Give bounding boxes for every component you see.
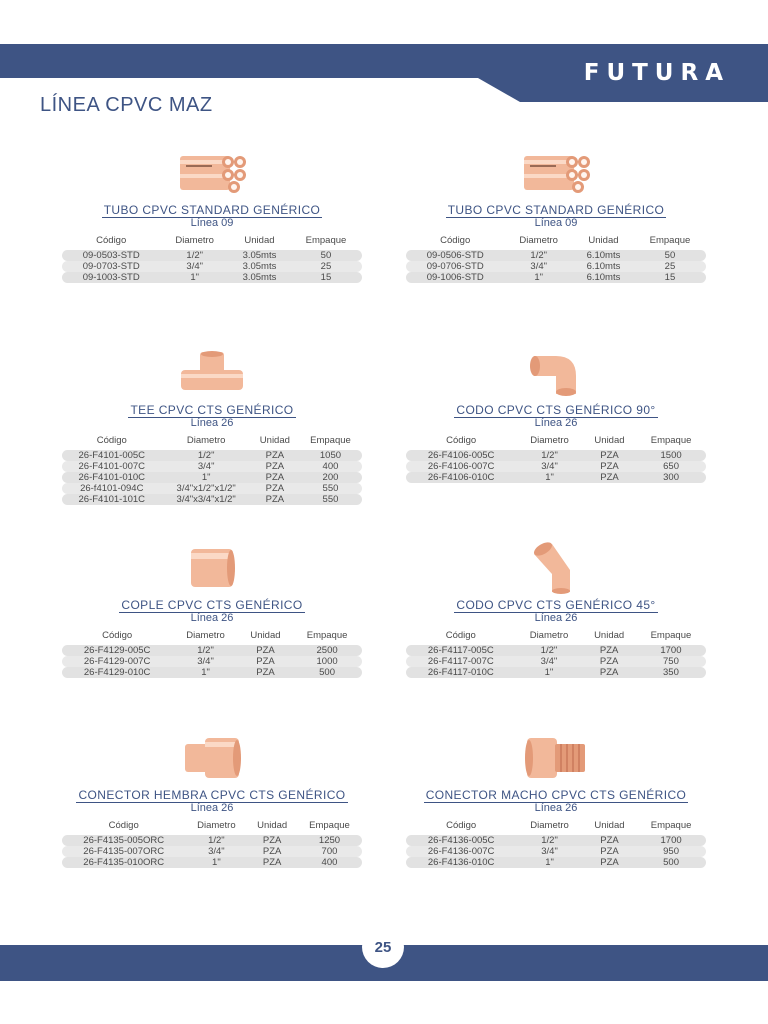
header-diameter: Diametro bbox=[197, 820, 236, 831]
cell-unit: 6.10mts bbox=[573, 272, 634, 283]
cell-pack: 350 bbox=[636, 667, 706, 678]
product-card bbox=[62, 540, 362, 678]
tee-fitting-icon bbox=[62, 345, 362, 401]
product-name: CODO CPVC CTS GENÉRICO 45° bbox=[456, 598, 656, 612]
table-row bbox=[406, 250, 706, 261]
cell-unit: PZA bbox=[239, 656, 292, 667]
table-row bbox=[406, 645, 706, 656]
table-row bbox=[62, 656, 362, 667]
cell-unit: PZA bbox=[239, 667, 292, 678]
header-code: Código bbox=[108, 820, 139, 831]
cell-pack: 1250 bbox=[297, 835, 362, 846]
cell-code: 26-F4129-010C bbox=[62, 667, 172, 678]
table-row bbox=[62, 846, 362, 857]
cell-pack: 15 bbox=[634, 272, 706, 283]
cell-pack: 700 bbox=[297, 846, 362, 857]
header-unit: Unidad bbox=[594, 820, 625, 831]
cell-code: 26-F4135-007ORC bbox=[62, 846, 185, 857]
cell-unit: PZA bbox=[251, 450, 299, 461]
cell-pack: 1700 bbox=[636, 645, 706, 656]
cell-code: 09-0503-STD bbox=[62, 250, 160, 261]
table-row bbox=[406, 261, 706, 272]
cell-pack: 2500 bbox=[292, 645, 362, 656]
cell-code: 09-0703-STD bbox=[62, 261, 160, 272]
product-name: CODO CPVC CTS GENÉRICO 90° bbox=[456, 403, 656, 417]
cell-pack: 300 bbox=[636, 472, 706, 483]
cell-unit: PZA bbox=[583, 846, 636, 857]
table-row bbox=[62, 272, 362, 283]
cell-unit: PZA bbox=[583, 472, 636, 483]
cell-diameter: 3/4" bbox=[516, 461, 583, 472]
cell-diameter: 3/4" bbox=[504, 261, 573, 272]
cell-code: 26-F4136-010C bbox=[406, 857, 516, 868]
table-row bbox=[62, 483, 362, 494]
spec-table bbox=[62, 629, 362, 678]
table-row bbox=[406, 472, 706, 483]
cell-pack: 500 bbox=[636, 857, 706, 868]
product-line: Línea 09 bbox=[534, 217, 578, 229]
cell-code: 09-0706-STD bbox=[406, 261, 504, 272]
cell-pack: 400 bbox=[297, 857, 362, 868]
spec-table bbox=[62, 234, 362, 283]
cell-unit: PZA bbox=[251, 483, 299, 494]
spec-table bbox=[406, 819, 706, 868]
cell-pack: 1050 bbox=[299, 450, 362, 461]
coupling-icon bbox=[62, 540, 362, 596]
cell-pack: 950 bbox=[636, 846, 706, 857]
header-pack: Empaque bbox=[650, 435, 692, 446]
table-row bbox=[62, 494, 362, 505]
cell-unit: 6.10mts bbox=[573, 250, 634, 261]
table-row bbox=[62, 450, 362, 461]
header-pack: Empaque bbox=[306, 630, 348, 641]
cell-code: 26-F4106-005C bbox=[406, 450, 516, 461]
cell-diameter: 1/2" bbox=[504, 250, 573, 261]
table-row bbox=[406, 656, 706, 667]
product-card bbox=[62, 145, 362, 283]
table-row bbox=[406, 667, 706, 678]
table-row bbox=[62, 461, 362, 472]
cell-pack: 50 bbox=[290, 250, 362, 261]
cell-code: 26-F4135-005ORC bbox=[62, 835, 185, 846]
cell-code: 26-F4101-005C bbox=[62, 450, 162, 461]
cell-diameter: 3/4" bbox=[162, 461, 251, 472]
header-diameter: Diametro bbox=[530, 820, 569, 831]
header-unit: Unidad bbox=[594, 435, 625, 446]
header-unit: Unidad bbox=[588, 235, 619, 246]
header-unit: Unidad bbox=[257, 820, 288, 831]
cell-diameter: 1" bbox=[185, 857, 247, 868]
product-line: Línea 26 bbox=[190, 802, 234, 814]
table-row bbox=[406, 846, 706, 857]
header-diameter: Diametro bbox=[519, 235, 558, 246]
header-pack: Empaque bbox=[650, 630, 692, 641]
spec-table bbox=[62, 434, 362, 505]
table-header-row bbox=[406, 234, 706, 250]
product-line: Línea 09 bbox=[190, 217, 234, 229]
cell-diameter: 1" bbox=[516, 472, 583, 483]
female-connector-icon bbox=[62, 730, 362, 786]
page-number: 25 bbox=[362, 926, 404, 968]
cell-code: 26-F4106-007C bbox=[406, 461, 516, 472]
header-diameter: Diametro bbox=[186, 630, 225, 641]
cell-unit: PZA bbox=[251, 494, 299, 505]
table-row bbox=[62, 835, 362, 846]
cell-pack: 15 bbox=[290, 272, 362, 283]
product-line: Línea 26 bbox=[190, 417, 234, 429]
product-card bbox=[406, 345, 706, 483]
header-unit: Unidad bbox=[594, 630, 625, 641]
cell-diameter: 3/4" bbox=[160, 261, 229, 272]
spec-table bbox=[406, 434, 706, 483]
product-name: CONECTOR MACHO CPVC CTS GENÉRICO bbox=[425, 788, 687, 802]
cell-code: 26-F4101-101C bbox=[62, 494, 162, 505]
header-code: Código bbox=[445, 630, 476, 641]
cell-diameter: 1" bbox=[504, 272, 573, 283]
header-unit: Unidad bbox=[244, 235, 275, 246]
table-header-row bbox=[62, 819, 362, 835]
spec-table bbox=[406, 234, 706, 283]
cell-diameter: 1" bbox=[162, 472, 251, 483]
cell-code: 26-F4117-005C bbox=[406, 645, 516, 656]
header-code: Código bbox=[96, 235, 127, 246]
cell-diameter: 1/2" bbox=[162, 450, 251, 461]
cell-diameter: 1/2" bbox=[172, 645, 239, 656]
cell-diameter: 3/4" bbox=[172, 656, 239, 667]
table-header-row bbox=[62, 629, 362, 645]
header-pack: Empaque bbox=[650, 820, 692, 831]
table-header-row bbox=[406, 434, 706, 450]
pipe-bundle-icon bbox=[406, 145, 706, 201]
cell-code: 26-F4129-007C bbox=[62, 656, 172, 667]
product-name: TEE CPVC CTS GENÉRICO bbox=[130, 403, 294, 417]
product-card bbox=[406, 730, 706, 868]
cell-unit: PZA bbox=[582, 667, 636, 678]
product-name: COPLE CPVC CTS GENÉRICO bbox=[121, 598, 303, 612]
cell-diameter: 1/2" bbox=[516, 835, 583, 846]
header-code: Código bbox=[446, 820, 477, 831]
table-row bbox=[62, 667, 362, 678]
table-row bbox=[62, 645, 362, 656]
table-row bbox=[406, 272, 706, 283]
header-pack: Empaque bbox=[649, 235, 691, 246]
cell-diameter: 3/4" bbox=[516, 846, 583, 857]
cell-diameter: 1/2" bbox=[160, 250, 229, 261]
table-header-row bbox=[406, 819, 706, 835]
cell-code: 26-F4136-007C bbox=[406, 846, 516, 857]
cell-pack: 500 bbox=[292, 667, 362, 678]
header-pack: Empaque bbox=[309, 820, 350, 831]
product-line: Línea 26 bbox=[534, 417, 578, 429]
cell-diameter: 1/2" bbox=[185, 835, 247, 846]
cell-code: 26-F4136-005C bbox=[406, 835, 516, 846]
cell-unit: 3.05mts bbox=[229, 261, 290, 272]
cell-unit: PZA bbox=[582, 656, 636, 667]
cell-code: 26-F4135-010ORC bbox=[62, 857, 185, 868]
cell-pack: 550 bbox=[299, 494, 362, 505]
cell-code: 09-1003-STD bbox=[62, 272, 160, 283]
table-row bbox=[62, 857, 362, 868]
pipe-bundle-icon bbox=[62, 145, 362, 201]
cell-unit: PZA bbox=[582, 645, 636, 656]
cell-code: 26-F4101-010C bbox=[62, 472, 162, 483]
table-row bbox=[62, 472, 362, 483]
header-unit: Unidad bbox=[259, 435, 290, 446]
cell-diameter: 1" bbox=[516, 857, 583, 868]
cell-pack: 200 bbox=[299, 472, 362, 483]
header-unit: Unidad bbox=[250, 630, 281, 641]
product-name: CONECTOR HEMBRA CPVC CTS GENÉRICO bbox=[78, 788, 346, 802]
header-pack: Empaque bbox=[310, 435, 351, 446]
cell-pack: 25 bbox=[290, 261, 362, 272]
cell-unit: PZA bbox=[583, 857, 636, 868]
page-title: LÍNEA CPVC MAZ bbox=[40, 94, 213, 116]
cell-unit: PZA bbox=[247, 857, 297, 868]
cell-code: 26-f4101-094C bbox=[62, 483, 162, 494]
cell-unit: PZA bbox=[239, 645, 292, 656]
cell-diameter: 1" bbox=[516, 667, 583, 678]
cell-diameter: 3/4" bbox=[516, 656, 583, 667]
product-line: Línea 26 bbox=[190, 612, 234, 624]
cell-diameter: 3/4"x3/4"x1/2" bbox=[162, 494, 251, 505]
cell-diameter: 3/4" bbox=[185, 846, 247, 857]
cell-code: 09-0506-STD bbox=[406, 250, 504, 261]
cell-code: 26-F4117-010C bbox=[406, 667, 516, 678]
cell-diameter: 1" bbox=[172, 667, 239, 678]
product-line: Línea 26 bbox=[534, 802, 578, 814]
header-diameter: Diametro bbox=[529, 630, 569, 641]
product-name: TUBO CPVC STANDARD GENÉRICO bbox=[103, 203, 321, 217]
spec-table bbox=[406, 629, 706, 678]
cell-pack: 650 bbox=[636, 461, 706, 472]
elbow-45-icon bbox=[406, 540, 706, 596]
cell-code: 26-F4106-010C bbox=[406, 472, 516, 483]
header-diameter: Diametro bbox=[175, 235, 214, 246]
cell-unit: PZA bbox=[583, 450, 636, 461]
product-card bbox=[406, 145, 706, 283]
cell-pack: 1000 bbox=[292, 656, 362, 667]
cell-diameter: 3/4"x1/2"x1/2" bbox=[162, 483, 251, 494]
cell-unit: 6.10mts bbox=[573, 261, 634, 272]
table-row bbox=[406, 857, 706, 868]
cell-code: 26-F4129-005C bbox=[62, 645, 172, 656]
cell-pack: 1500 bbox=[636, 450, 706, 461]
table-row bbox=[62, 261, 362, 272]
table-row bbox=[406, 835, 706, 846]
product-name: TUBO CPVC STANDARD GENÉRICO bbox=[447, 203, 665, 217]
product-card bbox=[62, 730, 362, 868]
cell-pack: 50 bbox=[634, 250, 706, 261]
cell-code: 26-F4117-007C bbox=[406, 656, 516, 667]
product-line: Línea 26 bbox=[534, 612, 578, 624]
header-diameter: Diametro bbox=[186, 435, 226, 446]
header-code: Código bbox=[446, 435, 477, 446]
cell-diameter: 1/2" bbox=[516, 645, 583, 656]
cell-unit: PZA bbox=[251, 472, 299, 483]
table-row bbox=[406, 450, 706, 461]
cell-unit: 3.05mts bbox=[229, 250, 290, 261]
header-diameter: Diametro bbox=[530, 435, 569, 446]
table-row bbox=[62, 250, 362, 261]
cell-pack: 25 bbox=[634, 261, 706, 272]
cell-unit: PZA bbox=[247, 835, 297, 846]
product-card bbox=[406, 540, 706, 678]
cell-pack: 750 bbox=[636, 656, 706, 667]
header-code: Código bbox=[440, 235, 471, 246]
product-card bbox=[62, 345, 362, 505]
table-header-row bbox=[62, 234, 362, 250]
header-code: Código bbox=[96, 435, 127, 446]
male-connector-icon bbox=[406, 730, 706, 786]
header-code: Código bbox=[102, 630, 133, 641]
table-header-row bbox=[62, 434, 362, 450]
cell-pack: 400 bbox=[299, 461, 362, 472]
cell-unit: PZA bbox=[583, 835, 636, 846]
cell-unit: PZA bbox=[583, 461, 636, 472]
cell-diameter: 1/2" bbox=[516, 450, 583, 461]
cell-unit: PZA bbox=[251, 461, 299, 472]
cell-code: 09-1006-STD bbox=[406, 272, 504, 283]
table-row bbox=[406, 461, 706, 472]
cell-unit: 3.05mts bbox=[229, 272, 290, 283]
cell-pack: 550 bbox=[299, 483, 362, 494]
spec-table bbox=[62, 819, 362, 868]
elbow-90-icon bbox=[406, 345, 706, 401]
table-header-row bbox=[406, 629, 706, 645]
cell-code: 26-F4101-007C bbox=[62, 461, 162, 472]
cell-pack: 1700 bbox=[636, 835, 706, 846]
cell-diameter: 1" bbox=[160, 272, 229, 283]
brand-logo: FUTURA bbox=[583, 60, 730, 86]
cell-unit: PZA bbox=[247, 846, 297, 857]
header-pack: Empaque bbox=[305, 235, 347, 246]
